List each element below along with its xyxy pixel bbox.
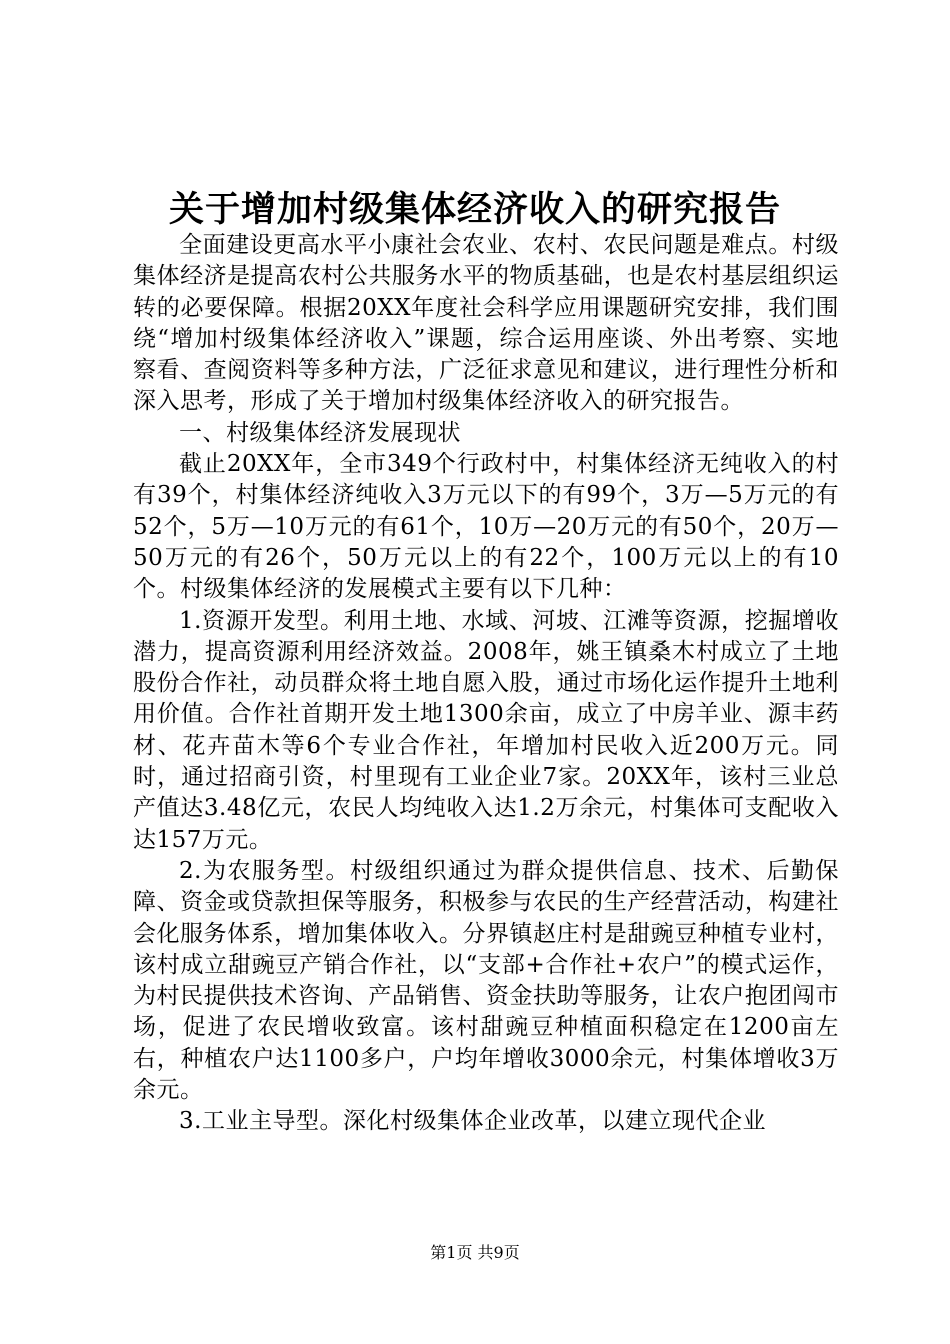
paragraph-industry-type: 3.工业主导型。深化村级集体企业改革，以建立现代企业 — [179, 1108, 766, 1135]
page-number-footer: 第1页 共9页 — [430, 1243, 520, 1262]
paragraph-service-type: 2.为农服务型。村级组织通过为群众提供信息、技术、后勤保障、资金或贷款担保等服务，积极参与农民的生产经营活动，构建社会化服务体系，增加集体收入。分界镇赵庄村是甜豌豆种植专业村，该村成立甜豌豆产销合作社，以“支部+合作社+农户”的模式运作，为村民提供技术咨询、产品销售、资金扶助等服务，让农户抱团闯市场，促进了农民增收致富。该村甜豌豆种植面积稳定在1200亩左右，种植农户达1100多户，户均年增收3000余元，村集体增收3万余元。 — [133, 857, 839, 1104]
section-heading: 一、村级集体经济发展现状 — [179, 419, 461, 446]
paragraph-resource-type: 1.资源开发型。利用土地、水域、河坡、江滩等资源，挖掘增收潜力，提高资源利用经济效益。2008年，姚王镇桑木村成立了土地股份合作社，动员群众将土地自愿入股，通过市场化运作提升土地利用价值。合作社首期开发土地1300余亩，成立了中房羊业、源丰药材、花卉苗木等6个专业合作社，年增加村民收入近200万元。同时，通过招商引资，村里现有工业企业7家。20XX年，该村三业总产值达3.48亿元，农民人均纯收入达1.2万余元，村集体可支配收入达157万元。 — [133, 607, 839, 853]
document-body — [133, 230, 839, 1138]
paragraph-status: 截止20XX年，全市349个行政村中，村集体经济无纯收入的村有39个，村集体经济纯收入3万元以下的有99个，3万—5万元的有52个，5万—10万元的有61个，10万—20万元的有50个，20万—50万元的有26个，50万元以上的有22个，100万元以上的有10个。村级集体经济的发展模式主要有以下几种： — [133, 451, 839, 603]
document-title: 关于增加村级集体经济收入的研究报告 — [168, 189, 781, 230]
paragraph-intro: 全面建设更高水平小康社会农业、农村、农民问题是难点。村级集体经济是提高农村公共服务水平的物质基础，也是农村基层组织运转的必要保障。根据20XX年度社会科学应用课题研究安排，我们围绕“增加村级集体经济收入”课题，综合运用座谈、外出考察、实地察看、查阅资料等多种方法，广泛征求意见和建议，进行理性分析和深入思考，形成了关于增加村级集体经济收入的研究报告。 — [133, 232, 839, 415]
